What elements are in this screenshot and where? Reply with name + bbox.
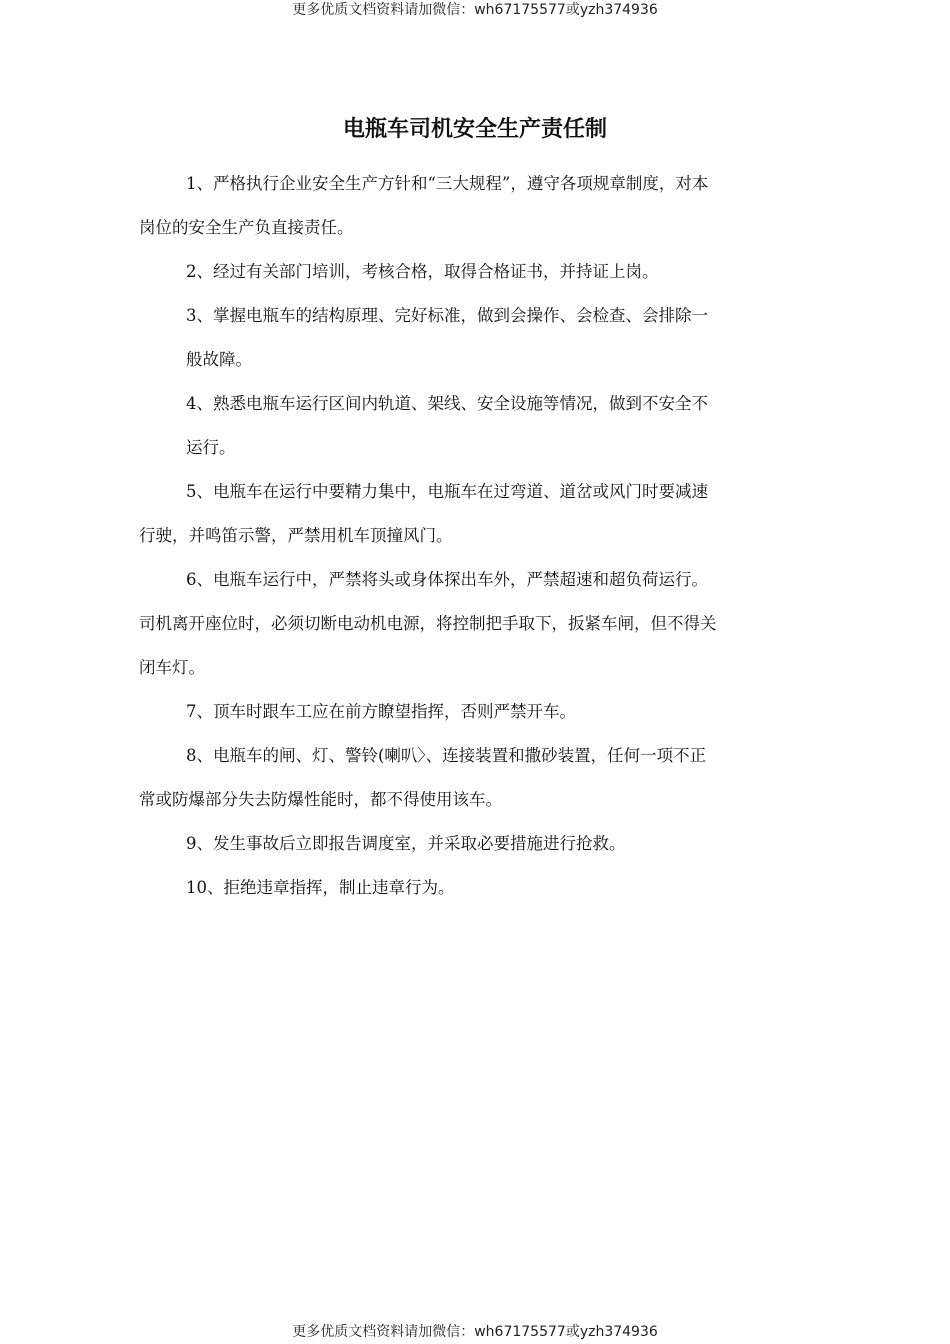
clause-line: 般故障。 — [186, 350, 252, 369]
clause-line: 行驶，并鸣笛示警，严禁用机车顶撞风门。 — [139, 526, 453, 545]
clause-line: 5、电瓶车在运行中要精力集中，电瓶车在过弯道、道岔或风门时要减速 — [186, 482, 708, 501]
clause-line: 闭车灯。 — [139, 658, 205, 677]
clause-line: 1、严格执行企业安全生产方针和“三大规程”，遵守各项规章制度，对本 — [186, 174, 709, 193]
document-title: 电瓶车司机安全生产责任制 — [342, 117, 607, 142]
clause-line: 司机离开座位时，必须切断电动机电源，将控制把手取下，扳紧车闸，但不得关 — [139, 614, 717, 633]
header-watermark-note: 更多优质文档资料请加微信：wh67175577或yzh374936 — [292, 2, 658, 18]
clause-8 — [139, 734, 816, 822]
clause-line: 7、顶车时跟车工应在前方瞭望指挥，否则严禁开车。 — [186, 702, 576, 721]
clause-line: 9、发生事故后立即报告调度室，并采取必要措施进行抢救。 — [186, 834, 626, 853]
clause-line: 10、拒绝违章指挥，制止违章行为。 — [186, 878, 455, 897]
clause-list — [139, 162, 816, 910]
clause-line: 8、电瓶车的闸、灯、警铃(喇叭〉、连接装置和撒砂装置，任何一项不正 — [186, 746, 707, 765]
clause-2 — [139, 250, 816, 294]
clause-7 — [139, 690, 816, 734]
clause-6 — [139, 558, 816, 690]
clause-9 — [139, 822, 816, 866]
clause-3 — [139, 294, 816, 382]
clause-line: 常或防爆部分失去防爆性能时，都不得使用该车。 — [139, 790, 502, 809]
clause-5 — [139, 470, 816, 558]
clause-line: 岗位的安全生产负直接责任。 — [139, 218, 354, 237]
clause-line: 3、掌握电瓶车的结构原理、完好标准，做到会操作、会检查、会排除一 — [186, 306, 708, 325]
clause-4 — [139, 382, 816, 470]
footer-watermark-note: 更多优质文档资料请加微信：wh67175577或yzh374936 — [292, 1324, 658, 1340]
clause-line: 2、经过有关部门培训，考核合格，取得合格证书，并持证上岗。 — [186, 262, 659, 281]
clause-1 — [139, 162, 816, 250]
clause-10 — [139, 866, 816, 910]
clause-line: 运行。 — [186, 438, 236, 457]
clause-line: 6、电瓶车运行中，严禁将头或身体探出车外，严禁超速和超负荷运行。 — [186, 570, 708, 589]
clause-line: 4、熟悉电瓶车运行区间内轨道、架线、安全设施等情况，做到不安全不 — [186, 394, 708, 413]
